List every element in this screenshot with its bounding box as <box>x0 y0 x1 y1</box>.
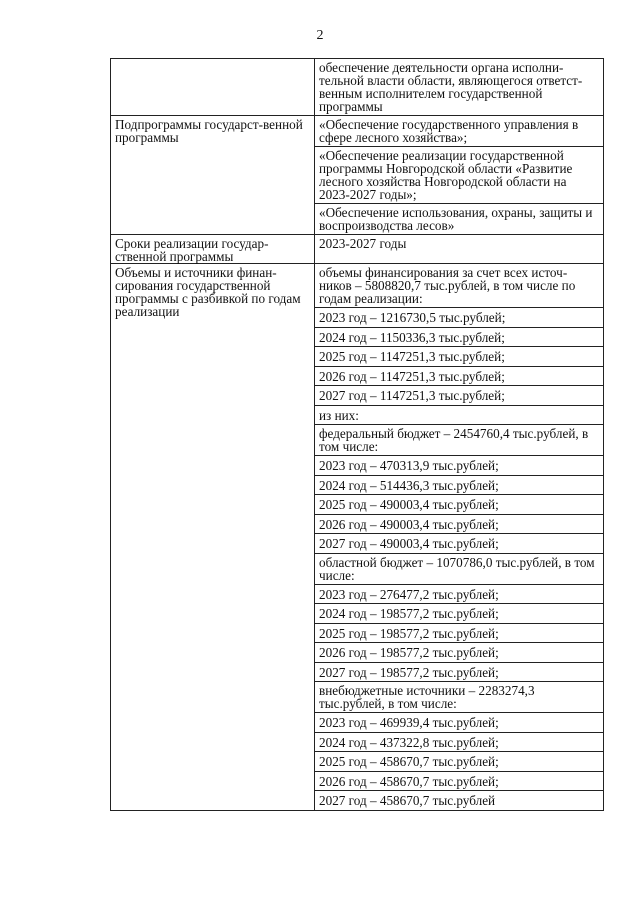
page-number: 2 <box>316 28 324 43</box>
funding-entry: 2026 год – 458670,7 тыс.рублей; <box>315 771 603 791</box>
value-entry: «Обеспечение государственного управления в сфере лесного хозяйства»; <box>319 117 579 145</box>
funding-entry: 2024 год – 1150336,3 тыс.рублей; <box>315 327 603 347</box>
funding-entry: 2023 год – 276477,2 тыс.рублей; <box>315 584 603 604</box>
value-entry: «Обеспечение использования, охраны, защиты и воспроизводства лесов» <box>315 203 603 234</box>
table-row <box>111 235 604 264</box>
row-value-cell <box>315 116 604 235</box>
funding-entry: 2027 год – 198577,2 тыс.рублей; <box>315 662 603 682</box>
value-entry: 2023-2027 годы <box>319 236 407 251</box>
table-row <box>111 264 604 811</box>
row-label: Сроки реализации государ-ственной программы <box>111 235 315 264</box>
funding-entry: 2023 год – 1216730,5 тыс.рублей; <box>315 307 603 327</box>
row-value-cell <box>315 264 604 811</box>
funding-entry: федеральный бюджет – 2454760,4 тыс.рублей, в том числе: <box>315 424 603 455</box>
funding-entry: 2024 год – 198577,2 тыс.рублей; <box>315 603 603 623</box>
funding-entry: внебюджетные источники – 2283274,3 тыс.рублей, в том числе: <box>315 681 603 712</box>
funding-entry: 2024 год – 514436,3 тыс.рублей; <box>315 475 603 495</box>
funding-entry: 2025 год – 1147251,3 тыс.рублей; <box>315 346 603 366</box>
funding-entry: 2025 год – 458670,7 тыс.рублей; <box>315 751 603 771</box>
row-value-cell <box>315 59 604 116</box>
funding-entry: 2027 год – 458670,7 тыс.рублей <box>315 790 603 810</box>
funding-entry: объемы финансирования за счет всех источ-ников – 5808820,7 тыс.рублей, в том числе по годам реализации: <box>319 265 576 306</box>
funding-entry: 2026 год – 198577,2 тыс.рублей; <box>315 642 603 662</box>
row-label: Объемы и источники финан-сирования государственной программы с разбивкой по годам реализации <box>111 264 315 811</box>
table-row <box>111 59 604 116</box>
row-label: Подпрограммы государст-венной программы <box>111 116 315 235</box>
funding-entry: 2023 год – 470313,9 тыс.рублей; <box>315 455 603 475</box>
value-entry: «Обеспечение реализации государственной программы Новгородской области «Развитие лесного хозяйства Новгородской области на 2023-2027 годы»; <box>315 146 603 203</box>
funding-entry: 2027 год – 490003,4 тыс.рублей; <box>315 533 603 553</box>
funding-entry: 2025 год – 490003,4 тыс.рублей; <box>315 494 603 514</box>
funding-entry: 2026 год – 490003,4 тыс.рублей; <box>315 514 603 534</box>
value-entry: обеспечение деятельности органа исполни-тельной власти области, являющегося ответст-венным исполнителем государственной программы <box>319 60 583 114</box>
funding-entry: областной бюджет – 1070786,0 тыс.рублей, в том числе: <box>315 553 603 584</box>
program-passport-table <box>110 58 604 811</box>
funding-entry: 2026 год – 1147251,3 тыс.рублей; <box>315 366 603 386</box>
funding-entry: 2023 год – 469939,4 тыс.рублей; <box>315 712 603 732</box>
row-label <box>111 59 315 116</box>
row-value-cell <box>315 235 604 264</box>
funding-entry: 2024 год – 437322,8 тыс.рублей; <box>315 732 603 752</box>
funding-entry: 2027 год – 1147251,3 тыс.рублей; <box>315 385 603 405</box>
funding-entry: 2025 год – 198577,2 тыс.рублей; <box>315 623 603 643</box>
table-row <box>111 116 604 235</box>
funding-entry: из них: <box>315 405 603 425</box>
